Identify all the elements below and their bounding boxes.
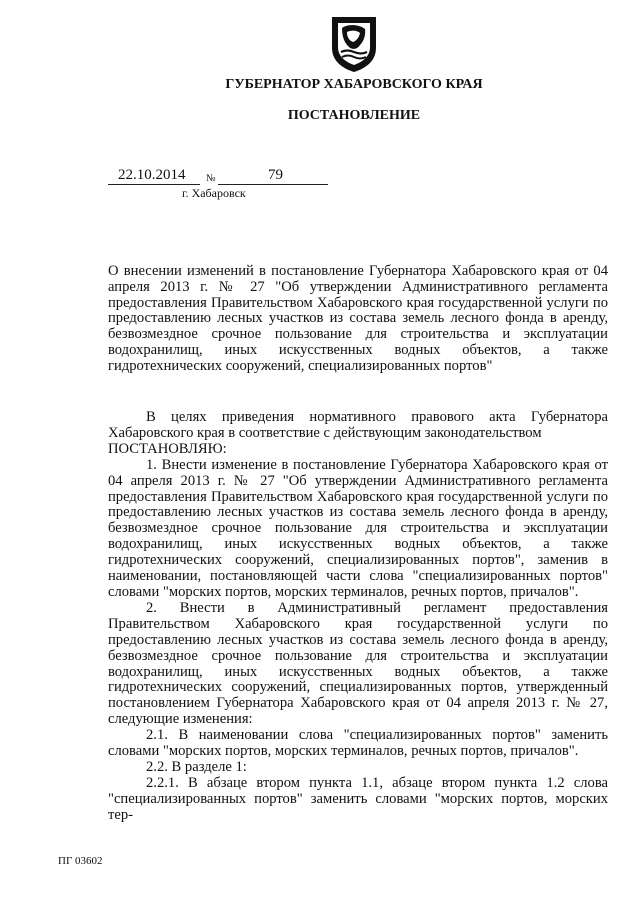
khabarovsk-krai-coat-of-arms-icon [329,14,379,74]
decree-word: ПОСТАНОВЛЯЮ: [108,440,227,457]
item-1: 1. Внести изменение в постановление Губернатора Хабаровского края от 04 апреля 2013 г. № 27 "Об утверждении Административного регламента предоставления Правительством Хабаровского края государственной услуги по предоставлению лесных участков из состава земель лесного фонда в аренду, безвозмездное срочное пользование для строительства и эксплуатации водохранилищ, иных искусственных водных объектов, а также гидротехнических сооружений, специализированных портов", заменив в наименовании, постановляющей части слова "специализированных портов" словами "морских портов, морских терминалов, речных портов, причалов". [108,456,608,600]
number-underline [218,184,328,185]
organization-title: ГУБЕРНАТОР ХАБАРОВСКОГО КРАЯ [225,77,483,92]
intro-paragraph: В целях приведения нормативного правового акта Губернатора Хабаровского края в соответствие с действующим законодательством [108,409,608,441]
document-subject: О внесении изменений в постановление Губернатора Хабаровского края от 04 апреля 2013 г. № 27 "Об утверждении Административного регламента предоставления Правительством Хабаровского края государственной услуги по предоставлению лесных участков из состава земель лесного фонда в аренду, безвозмездное срочное пользование для строительства и эксплуатации водохранилищ, иных искусственных водных объектов, а также гидротехнических сооружений, специализированных портов" [108,263,608,374]
item-2-2: 2.2. В разделе 1: [146,758,247,775]
date-underline [108,184,200,185]
footer-code: ПГ 03602 [58,855,103,867]
document-body [108,410,608,824]
document-city: г. Хабаровск [182,186,246,200]
document-type: ПОСТАНОВЛЕНИЕ [287,108,421,123]
item-2: 2. Внести в Административный регламент предоставления Правительством Хабаровского края государственной услуги по предоставлению лесных участков из состава земель лесного фонда в аренду, безвозмездное срочное пользование для строительства и эксплуатации водохранилищ, иных искусственных водных объектов, а также гидротехнических сооружений, специализированных портов, утвержденный постановлением Губернатора Хабаровского края от 04 апреля 2013 г. № 27, следующие изменения: [108,599,608,728]
item-2-1: 2.1. В наименовании слова "специализированных портов" заменить словами "морских портов, морских терминалов, речных портов, причалов". [108,727,608,760]
item-2-2-1: 2.2.1. В абзаце втором пункта 1.1, абзаце втором пункта 1.2 слова "специализированных портов" заменить словами "морских портов, морских тер- [108,774,608,823]
document-number: 79 [268,167,283,183]
number-sign: № [206,173,216,184]
document-date: 22.10.2014 [118,167,186,183]
